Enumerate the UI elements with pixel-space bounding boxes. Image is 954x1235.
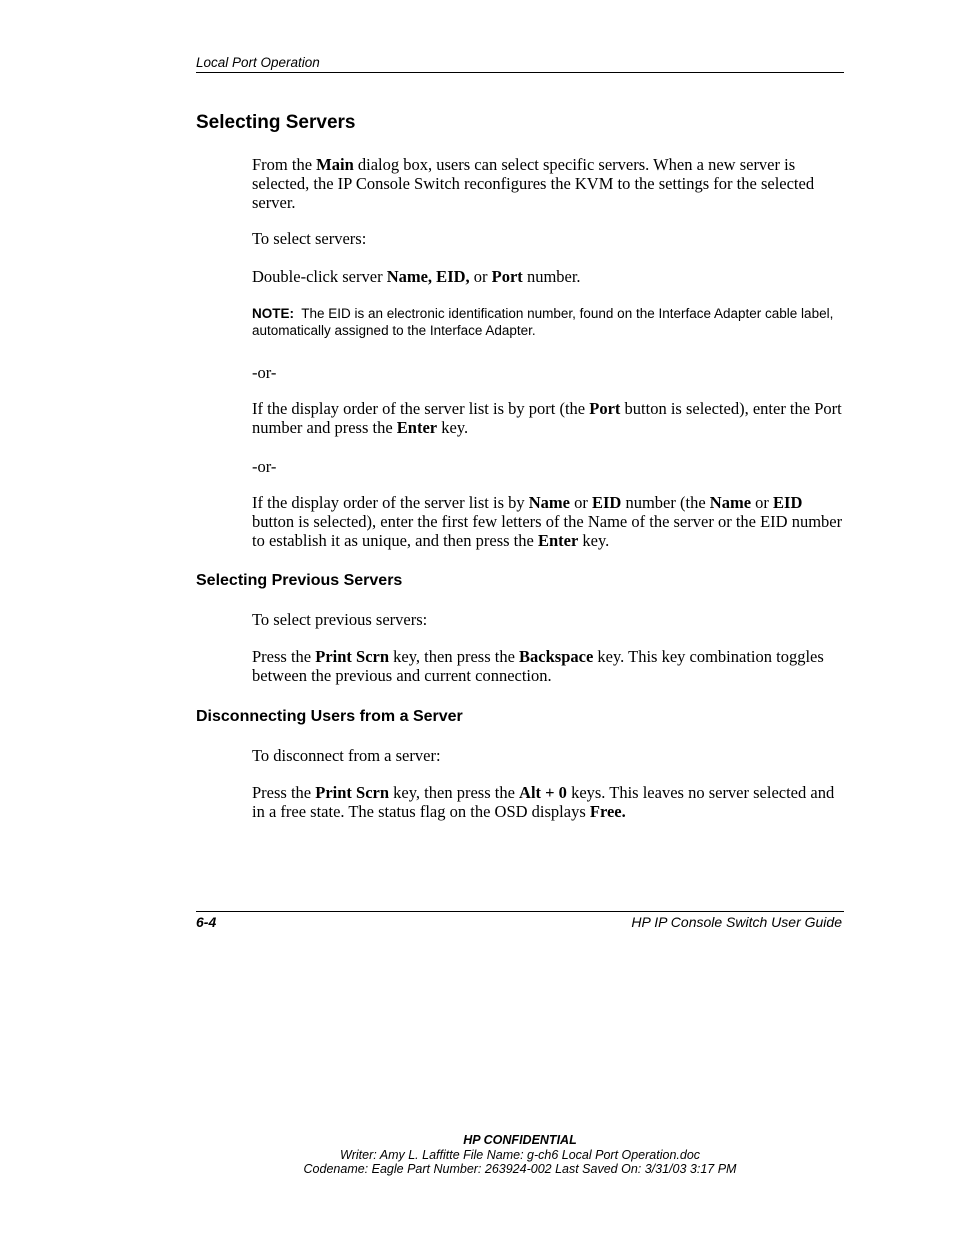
paragraph-to-select: To select servers:: [252, 229, 367, 248]
paragraph-port-order: If the display order of the server list is by port (the Port button is selected), enter the Port number and press the Enter key.: [252, 399, 842, 437]
paragraph-double-click: Double-click server Name, EID, or Port number.: [252, 267, 581, 286]
paragraph-name-eid-order: If the display order of the server list is by Name or EID number (the Name or EID button is selected), enter the first few letters of the Name of the server or the EID number to establish it as unique, and then press the Enter key.: [252, 493, 843, 550]
note-label: NOTE:: [252, 306, 294, 321]
confidential-title: HP CONFIDENTIAL: [463, 1133, 577, 1147]
paragraph-to-select-previous: To select previous servers:: [252, 610, 428, 629]
footer-divider: [196, 911, 844, 912]
paragraph-print-scrn-alt0: Press the Print Scrn key, then press the Alt + 0 keys. This leaves no server selected and in a free state. The status flag on the OSD displays Free.: [252, 783, 835, 821]
paragraph-main-dialog: From the Main dialog box, users can select specific servers. When a new server is selected, the IP Console Switch reconfigures the KVM to the settings for the selected server.: [252, 155, 815, 212]
paragraph-print-scrn-backspace: Press the Print Scrn key, then press the Backspace key. This key combination toggles between the previous and current connection.: [252, 647, 824, 685]
subsection-title-disconnecting: Disconnecting Users from a Server: [196, 708, 463, 725]
paragraph-to-disconnect: To disconnect from a server:: [252, 746, 441, 765]
running-header: Local Port Operation: [196, 55, 844, 73]
or-separator-1: -or-: [252, 363, 277, 382]
note-eid: NOTE: The EID is an electronic identification number, found on the Interface Adapter cable label, automatically assigned to the Interface Adapter.: [252, 306, 838, 338]
section-title: Selecting Servers: [196, 112, 356, 133]
confidential-writer-line: Writer: Amy L. Laffitte File Name: g-ch6 Local Port Operation.doc: [339, 1148, 701, 1162]
guide-title: HP IP Console Switch User Guide: [631, 914, 842, 930]
or-separator-2: -or-: [252, 457, 277, 476]
page-number: 6-4: [196, 914, 217, 930]
confidential-codename-line: Codename: Eagle Part Number: 263924-002 Last Saved On: 3/31/03 3:17 PM: [303, 1162, 737, 1176]
subsection-title-previous: Selecting Previous Servers: [196, 572, 403, 589]
